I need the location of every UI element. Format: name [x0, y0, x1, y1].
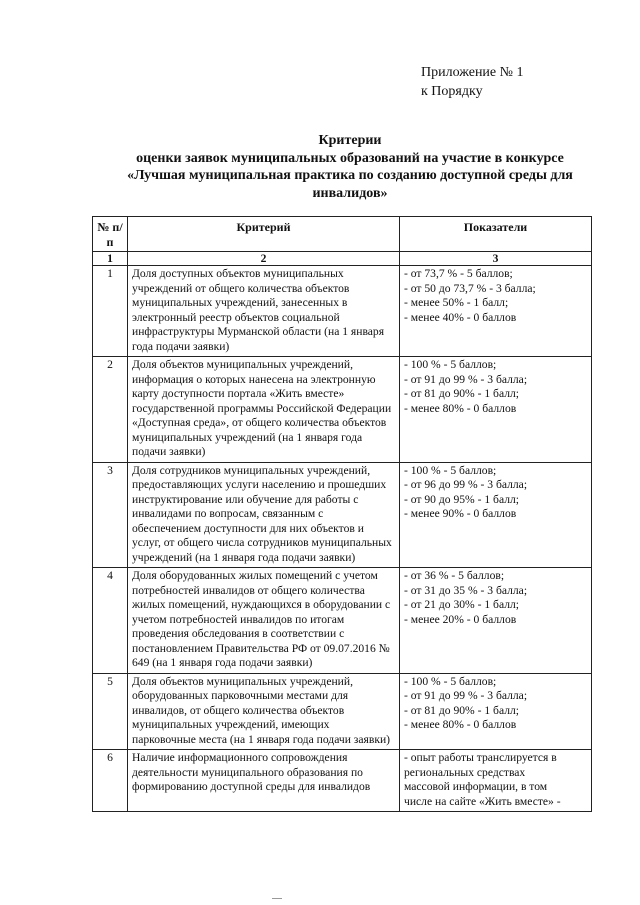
column-index-3: 3: [400, 252, 592, 266]
indicators-cell: [400, 568, 592, 674]
criterion-cell: Доля доступных объектов муниципальных учреждений от общего количества объектов муниципальных учреждений, занесенных в электронный реестр объектов социальной инфраструктуры Мурманской области (на 1 января года подачи заявки): [128, 266, 400, 357]
table-row: [93, 568, 592, 674]
indicator-line: - от 21 до 30% - 1 балл;: [404, 598, 519, 611]
table-row: [93, 357, 592, 463]
row-number: 4: [93, 568, 128, 674]
row-number: 1: [93, 266, 128, 357]
indicator-line: - от 91 до 99 % - 3 балла;: [404, 689, 528, 702]
table-header-row: [93, 217, 592, 252]
indicators-cell: [400, 673, 592, 750]
indicators-cell: [400, 462, 592, 568]
indicator-line: - менее 80% - 0 баллов: [404, 401, 517, 415]
criterion-cell: Доля сотрудников муниципальных учреждений, предоставляющих услуги населению и прошедших инструктирование или обучение для работы с инвалидами по вопросам, связанным с обеспечением доступности для них объектов и услуг, от общего числа сотрудников муниципальных учреждений (на 1 января года подачи заявки): [128, 462, 400, 568]
indicator-line: - от 96 до 99 % - 3 балла;: [404, 478, 528, 491]
column-index-1: 1: [93, 252, 128, 266]
indicator-line: - от 90 до 95% - 1 балл;: [404, 492, 519, 506]
indicator-line: - от 81 до 90% - 1 балл;: [404, 703, 519, 717]
appendix-label: [421, 63, 524, 101]
header-indicators: Показатели: [400, 217, 592, 252]
criterion-cell: Доля оборудованных жилых помещений с учетом потребностей инвалидов от общего количества жилых помещений, нуждающихся в оборудовании с учетом потребностей инвалидов по итогам проведения обследования в соответствии с постановлением Правительства РФ от 09.07.2016 № 649 (на 1 января года подачи заявки): [128, 568, 400, 674]
table-row: [93, 673, 592, 750]
title-line-2: оценки заявок муниципальных образований на участие в конкурсе: [136, 150, 564, 166]
header-criterion: Критерий: [128, 217, 400, 252]
indicator-line: - от 91 до 99 % - 3 балла;: [404, 372, 528, 386]
document-title: [100, 132, 600, 202]
criterion-cell: Доля объектов муниципальных учреждений, оборудованных парковочными местами для инвалидов, от общего количества объектов муниципальных учреждений, имеющих парковочные места (на 1 января года подачи заявки): [128, 673, 400, 750]
page-mark: [272, 898, 282, 899]
criterion-cell: Доля объектов муниципальных учреждений, информация о которых нанесена на электронную карту доступности портала «Жить вместе» государственной программы Российской Федерации «Доступная среда», от общего количества объектов муниципальных учреждений (на 1 января года подачи заявки): [128, 357, 400, 463]
row-number: 2: [93, 357, 128, 463]
indicator-line: - менее 20% - 0 баллов: [404, 612, 517, 626]
title-line-4: инвалидов»: [312, 185, 388, 201]
row-number: 6: [93, 750, 128, 812]
indicator-line: - опыт работы транслируется в: [404, 751, 557, 764]
row-number: 5: [93, 673, 128, 750]
table-row: [93, 750, 592, 812]
indicator-line: - менее 90% - 0 баллов: [404, 507, 517, 520]
indicator-line: региональных средствах: [404, 765, 526, 779]
indicator-line: - 100 % - 5 баллов;: [404, 358, 497, 371]
header-num: № п/п: [93, 217, 128, 252]
indicator-line: - от 50 до 73,7 % - 3 балла;: [404, 281, 536, 295]
indicator-line: - от 81 до 90% - 1 балл;: [404, 387, 519, 400]
column-index-2: 2: [128, 252, 400, 266]
appendix-line-1: Приложение № 1: [421, 65, 524, 80]
column-index-row: [93, 252, 592, 266]
table-row: [93, 462, 592, 568]
row-number: 3: [93, 462, 128, 568]
indicator-line: числе на сайте «Жить вместе» -: [404, 794, 561, 808]
appendix-line-2: к Порядку: [421, 84, 483, 99]
title-line-3: «Лучшая муниципальная практика по созданию доступной среды для: [127, 168, 573, 183]
indicator-line: - от 73,7 % - 5 баллов;: [404, 267, 513, 280]
indicators-cell: [400, 750, 592, 812]
indicator-line: - менее 80% - 0 баллов: [404, 718, 517, 731]
indicator-line: массовой информации, в том: [404, 780, 548, 793]
indicator-line: - 100 % - 5 баллов;: [404, 463, 497, 477]
indicator-line: - 100 % - 5 баллов;: [404, 674, 497, 688]
indicators-cell: [400, 266, 592, 357]
criterion-cell: Наличие информационного сопровождения деятельности муниципального образования по формированию доступной среды для инвалидов: [128, 750, 400, 812]
title-line-1: Критерии: [318, 133, 382, 148]
indicator-line: - менее 50% - 1 балл;: [404, 296, 509, 309]
table-row: [93, 266, 592, 357]
indicators-cell: [400, 357, 592, 463]
indicator-line: - от 31 до 35 % - 3 балла;: [404, 583, 528, 597]
indicator-line: - менее 40% - 0 баллов: [404, 310, 517, 324]
criteria-table: [92, 216, 592, 812]
indicator-line: - от 36 % - 5 баллов;: [404, 569, 505, 582]
